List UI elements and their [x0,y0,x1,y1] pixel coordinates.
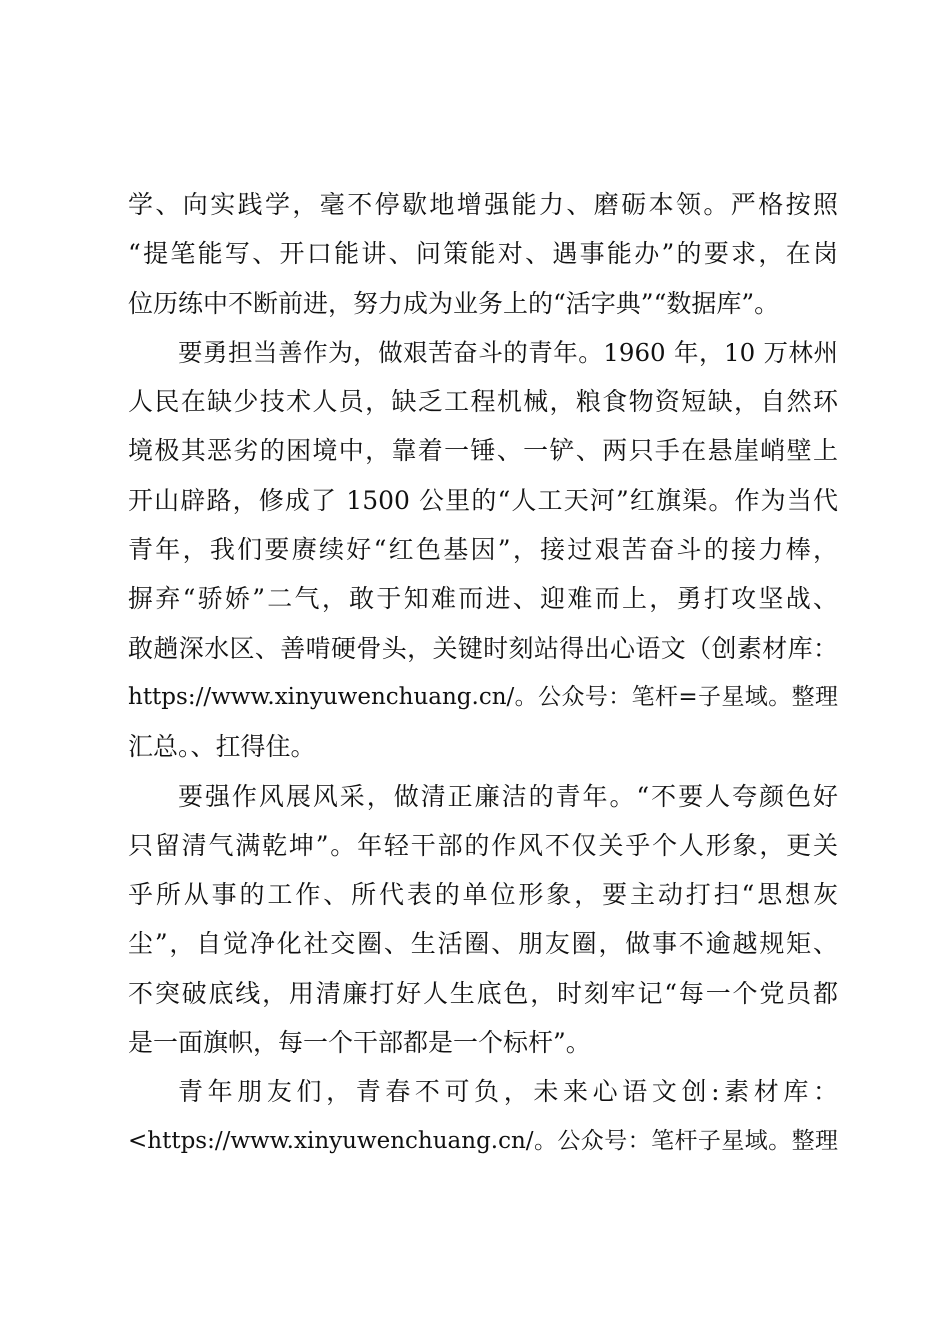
text-line: 敢趟深水区、善啃硬骨头，关键时刻站得出心语文（创素材库： [128,633,838,663]
text-line: 人民在缺少技术人员，缺乏工程机械，粮食物资短缺，自然环 [128,387,838,417]
document-body [128,180,838,1166]
text-line: 乎所从事的工作、所代表的单位形象，要主动打扫“思想灰 [128,880,838,910]
text-line: 要强作风展风采，做清正廉洁的青年。“不要人夸颜色好 [178,781,838,811]
text-line: 是一面旗帜，每一个干部都是一个标杆”。 [128,1028,591,1058]
text-line: 青年，我们要赓续好“红色基因”，接过艰苦奋斗的接力棒， [128,535,838,565]
text-line: 只留清气满乾坤”。年轻干部的作风不仅关乎个人形象，更关 [128,830,838,860]
text-line: <https://www.xinyuwenchuang.cn/。公众号：笔杆子星域。整理 [128,1127,838,1154]
text-line: 不突破底线，用清廉打好人生底色，时刻牢记“每一个党员都 [128,978,838,1008]
text-line: 开山辟路，修成了 1500 公里的“人工天河”红旗渠。作为当代 [128,485,838,515]
text-line: https://www.xinyuwenchuang.cn/。公众号：笔杆=子星域。整理 [128,683,838,710]
text-line: 汇总。、扛得住。 [128,732,316,762]
text-line: 境极其恶劣的困境中，靠着一锤、一铲、两只手在悬崖峭壁上 [128,436,838,466]
text-line: 位历练中不断前进，努力成为业务上的“活字典”“数据库”。 [128,288,780,318]
text-line: “提笔能写、开口能讲、问策能对、遇事能办”的要求，在岗 [128,239,838,269]
text-line: 要勇担当善作为，做艰苦奋斗的青年。1960 年，10 万林州 [178,337,838,367]
text-line: 摒弃“骄娇”二气，敢于知难而进、迎难而上，勇打攻坚战、 [128,584,838,614]
text-line: 青年朋友们，青春不可负，未来心语文创:素材库： [178,1077,838,1107]
text-line: 学、向实践学，毫不停歇地增强能力、磨砺本领。严格按照 [128,190,838,219]
text-line: 尘”，自觉净化社交圈、生活圈、朋友圈，做事不逾越规矩、 [128,929,838,959]
